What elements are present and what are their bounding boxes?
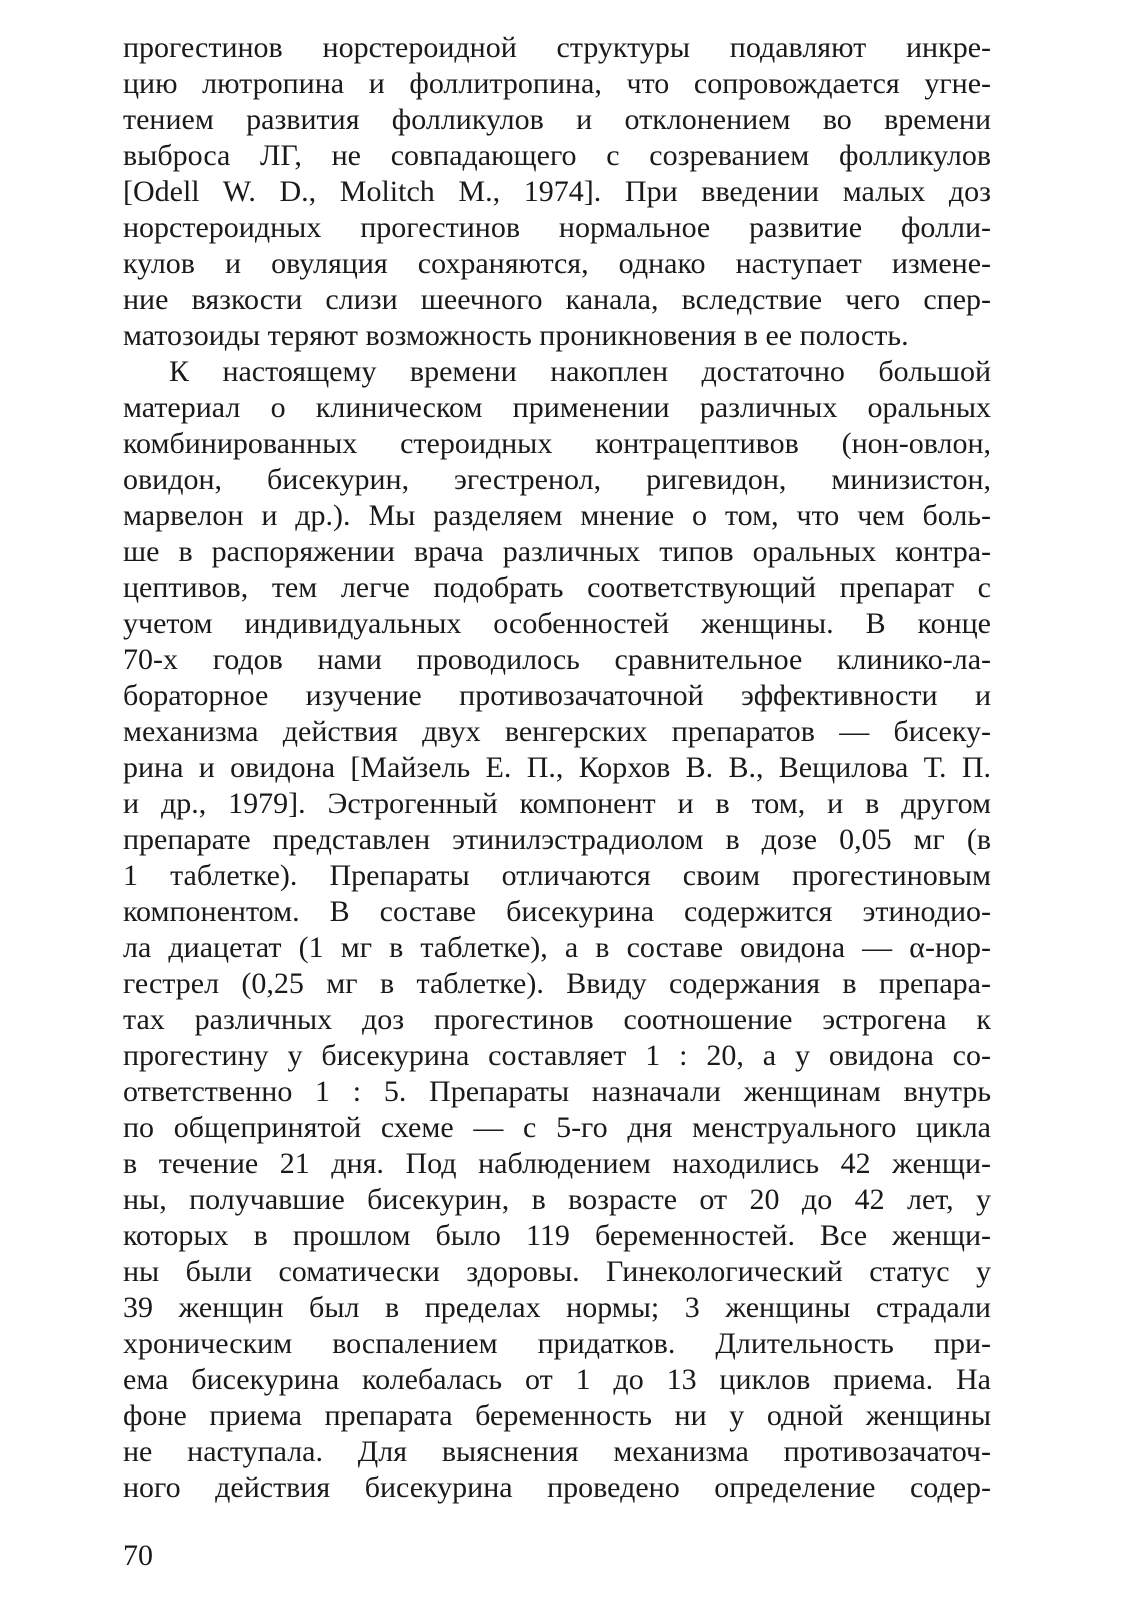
text-line: 39 женщин был в пределах нормы; 3 женщины страдали	[123, 1291, 991, 1324]
text-line: которых в прошлом было 119 беременностей. Все женщи-	[123, 1219, 991, 1252]
text-line: матозоиды теряют возможность проникновения в ее полость.	[123, 319, 909, 352]
text-line: цептивов, тем легче подобрать соответствующий препарат с	[123, 571, 991, 604]
text-line: хроническим воспалением придатков. Длительность при-	[123, 1327, 991, 1360]
text-line: ного действия бисекурина проведено определение содер-	[123, 1471, 991, 1504]
text-line: бораторное изучение противозачаточной эффективности и	[123, 679, 991, 712]
text-line: кулов и овуляция сохраняются, однако наступает измене-	[123, 247, 991, 280]
text-line: гестрел (0,25 мг в таблетке). Ввиду содержания в препара-	[123, 967, 991, 1000]
page-number: 70	[123, 1539, 153, 1572]
text-line: рина и овидона [Майзель Е. П., Корхов В. В., Вещилова Т. П.	[123, 751, 991, 784]
text-line: ла диацетат (1 мг в таблетке), а в составе овидона — α-нор-	[123, 931, 991, 964]
text-line: норстероидных прогестинов нормальное развитие фолли-	[123, 211, 991, 244]
text-line: ны были соматически здоровы. Гинекологический статус у	[123, 1255, 991, 1288]
text-line: 1 таблетке). Препараты отличаются своим прогестиновым	[123, 859, 991, 892]
text-line: ответственно 1 : 5. Препараты назначали женщинам внутрь	[123, 1075, 991, 1108]
book-page	[123, 30, 991, 1570]
text-line: прогестинов норстероидной структуры подавляют инкре-	[123, 31, 991, 64]
text-line: компонентом. В составе бисекурина содержится этинодио-	[123, 895, 991, 928]
text-line: механизма действия двух венгерских препаратов — бисеку-	[123, 715, 991, 748]
text-line: 70-х годов нами проводилось сравнительное клинико-ла-	[123, 643, 991, 676]
text-line: прогестину у бисекурина составляет 1 : 20, а у овидона со-	[123, 1039, 991, 1072]
text-line: препарате представлен этинилэстрадиолом в дозе 0,05 мг (в	[123, 823, 991, 856]
text-line: ше в распоряжении врача различных типов оральных контра-	[123, 535, 991, 568]
text-line: по общепринятой схеме — с 5-го дня менструального цикла	[123, 1111, 991, 1144]
text-line: не наступала. Для выяснения механизма противозачаточ-	[123, 1435, 991, 1468]
text-line: тением развития фолликулов и отклонением во времени	[123, 103, 991, 136]
text-line: ны, получавшие бисекурин, в возрасте от 20 до 42 лет, у	[123, 1183, 991, 1216]
text-line: фоне приема препарата беременность ни у одной женщины	[123, 1399, 991, 1432]
text-line: материал о клиническом применении различных оральных	[123, 391, 991, 424]
text-line: цию лютропина и фоллитропина, что сопровождается угне-	[123, 67, 991, 100]
text-line: и др., 1979]. Эстрогенный компонент и в том, и в другом	[123, 787, 991, 820]
text-line: ние вязкости слизи шеечного канала, вследствие чего спер-	[123, 283, 991, 316]
text-line: ема бисекурина колебалась от 1 до 13 циклов приема. На	[123, 1363, 991, 1396]
text-line: выброса ЛГ, не совпадающего с созреванием фолликулов	[123, 139, 991, 172]
text-line: учетом индивидуальных особенностей женщины. В конце	[123, 607, 991, 640]
text-line: марвелон и др.). Мы разделяем мнение о том, что чем боль-	[123, 499, 991, 532]
text-line: в течение 21 дня. Под наблюдением находились 42 женщи-	[123, 1147, 991, 1180]
text-line: К настоящему времени накоплен достаточно большой	[169, 355, 991, 388]
text-line: [Odell W. D., Molitch M., 1974]. При введении малых доз	[123, 175, 991, 208]
text-line: комбинированных стероидных контрацептивов (нон-овлон,	[123, 427, 991, 460]
text-line: тах различных доз прогестинов соотношение эстрогена к	[123, 1003, 991, 1036]
text-line: овидон, бисекурин, эгестренол, ригевидон, минизистон,	[123, 463, 991, 496]
